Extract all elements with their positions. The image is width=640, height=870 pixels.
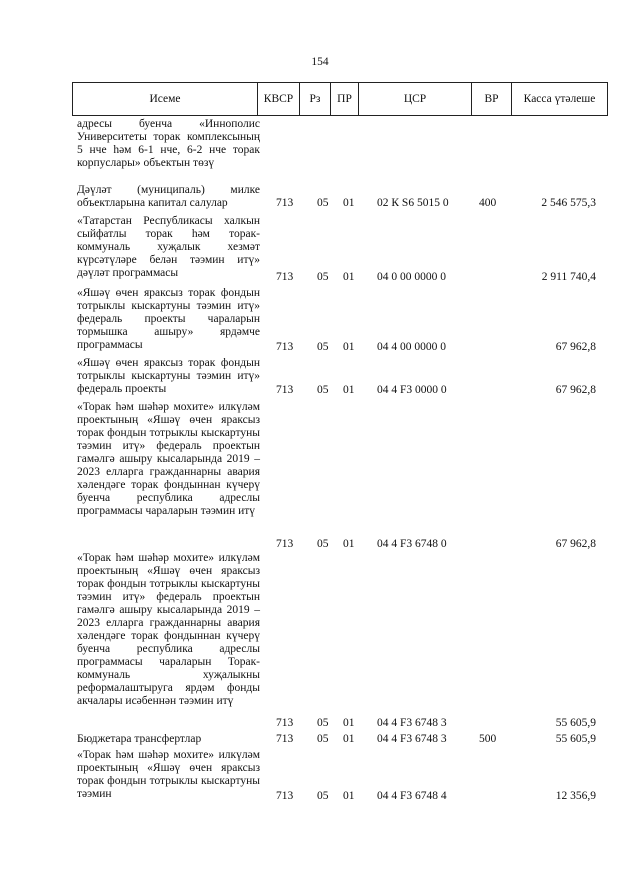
header-pr: ПР — [331, 83, 359, 115]
row-rz: 05 — [317, 733, 329, 745]
row-kvsr: 713 — [276, 717, 294, 729]
row-kvsr: 713 — [276, 733, 294, 745]
row-name: «Яшәү өчен яраксыз торак фондын тотрыклы кыскартуны тәэмин итү» федераль проекты чараларын тормышка ашыру» ярдәмче программасы — [77, 287, 260, 351]
row-kassa: 12 356,9 — [555, 790, 596, 802]
row-rz: 05 — [317, 790, 329, 802]
row-kvsr: 713 — [276, 271, 294, 283]
row-csr: 04 4 F3 6748 0 — [377, 538, 447, 550]
row-csr: 04 0 00 0000 0 — [377, 271, 446, 283]
row-rz: 05 — [317, 384, 329, 396]
header-kassa: Касса үтәлеше — [523, 93, 596, 105]
row-rz: 05 — [317, 341, 329, 353]
row-name: «Яшәү өчен яраксыз торак фондын тотрыклы кыскартуны тәэмин итү» федераль проекты — [77, 357, 260, 395]
row-kassa: 67 962,8 — [555, 384, 596, 396]
row-kvsr: 713 — [276, 384, 294, 396]
row-pr: 01 — [343, 384, 355, 396]
row-pr: 01 — [343, 733, 355, 745]
row-kvsr: 713 — [276, 341, 294, 353]
row-rz: 05 — [317, 538, 329, 550]
row-kassa: 55 605,9 — [555, 717, 596, 729]
row-kassa: 2 546 575,3 — [541, 197, 596, 209]
row-name: «Торак һәм шәһәр мохите» илкүләм проектының «Яшәү өчен яраксыз торак фондын тотрыклы кыскартуны тәэмин — [77, 749, 260, 800]
row-pr: 01 — [343, 538, 355, 550]
row-pr: 01 — [343, 790, 355, 802]
row-kvsr: 713 — [276, 790, 294, 802]
row-rz: 05 — [317, 271, 329, 283]
row-name: Дәүләт (муниципаль) милке объектларына капитал салулар — [77, 184, 260, 209]
header-rz: Рз — [300, 83, 331, 115]
header-name: Исеме — [73, 83, 258, 115]
row-csr: 04 4 F3 6748 3 — [377, 733, 447, 745]
row-kvsr: 713 — [276, 197, 294, 209]
row-pr: 01 — [343, 341, 355, 353]
row-csr: 04 4 F3 6748 4 — [377, 790, 447, 802]
row-kassa: 67 962,8 — [555, 538, 596, 550]
row-name: адресы буенча «Иннополис Университеты торак комплексының 5 нче һәм 6-1 нче, 6-2 нче торак корпуслары» объектын төзү — [77, 118, 260, 169]
header-vr: ВР — [472, 83, 512, 115]
row-kvsr: 713 — [276, 538, 294, 550]
header-kvsr: КВСР — [258, 83, 300, 115]
row-vr: 400 — [479, 197, 497, 209]
row-rz: 05 — [317, 197, 329, 209]
row-pr: 01 — [343, 717, 355, 729]
row-pr: 01 — [343, 271, 355, 283]
table-header — [72, 82, 608, 116]
header-csr: ЦСР — [359, 83, 472, 115]
row-kassa: 2 911 740,4 — [541, 271, 596, 283]
row-rz: 05 — [317, 717, 329, 729]
row-name: «Татарстан Республикасы халкын сыйфатлы торак һәм торак-коммуналь хуҗалык хезмәт күрсәтүләре белән тәэмин итү» дәүләт программасы — [77, 215, 260, 279]
row-kassa: 55 605,9 — [555, 733, 596, 745]
row-csr: 04 4 00 0000 0 — [377, 341, 446, 353]
row-csr: 04 4 F3 6748 3 — [377, 717, 447, 729]
row-vr: 500 — [479, 733, 497, 745]
row-pr: 01 — [343, 197, 355, 209]
row-name: Бюджетара трансфертлар — [77, 733, 202, 745]
row-kassa: 67 962,8 — [555, 341, 596, 353]
row-name: «Торак һәм шәһәр мохите» илкүләм проектының «Яшәү өчен яраксыз торак фондын тотрыклы кыскартуны тәэмин итү» федераль проектын гамәлгә ашыру кысаларында 2019 – 2023 елларга гражданнарны авария хәлендәге торак фондыннан күчерү буенча республика адреслы программасы чараларын тәэмин итү — [77, 401, 260, 517]
page-number: 154 — [311, 56, 329, 68]
row-name: «Торак һәм шәһәр мохите» илкүләм проектының «Яшәү өчен яраксыз торак фондын тотрыклы кыскартуны тәэмин итү» федераль проектын гамәлгә ашыру кысаларында 2019 – 2023 елларга гражданнарны авария хәлендәге торак фондыннан күчерү буенча республика адреслы программасы чараларын Торак-коммуналь хуҗалыкны реформалаштыруга ярдәм фонды акчалары исәбеннән тәэмин итү — [77, 552, 260, 707]
row-csr: 02 К S6 5015 0 — [377, 197, 449, 209]
row-csr: 04 4 F3 0000 0 — [377, 384, 447, 396]
